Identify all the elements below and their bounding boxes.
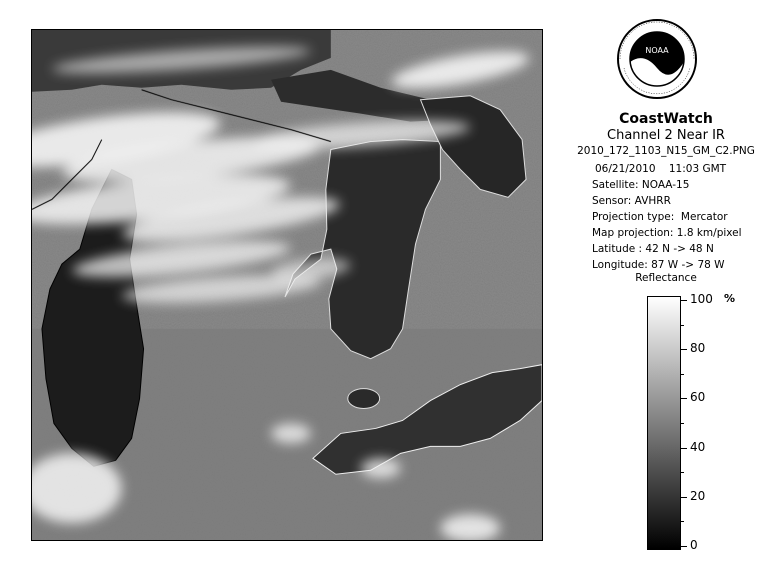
tick-label: 40 [690, 440, 706, 454]
latitude-range: Latitude : 42 N -> 48 N [592, 243, 714, 255]
channel-label: Channel 2 Near IR [607, 128, 725, 143]
tick-label: 80 [690, 341, 706, 355]
lake-st-clair [348, 389, 380, 409]
tick-mark [681, 448, 687, 449]
reflectance-colorbar [647, 296, 681, 550]
map-projection: Map projection: 1.8 km/pixel [592, 227, 742, 239]
tick-mark [681, 423, 684, 424]
datetime: 06/21/2010 11:03 GMT [595, 163, 727, 175]
tick-mark [681, 546, 687, 547]
tick-mark [681, 374, 684, 375]
tick-mark [681, 521, 684, 522]
svg-text:NOAA: NOAA [645, 46, 669, 55]
satellite-image-map [31, 29, 543, 541]
tick-label: 100 [690, 292, 713, 306]
filename: 2010_172_1103_N15_GM_C2.PNG [577, 145, 755, 157]
product-title: CoastWatch [619, 111, 713, 127]
tick-mark [681, 497, 687, 498]
tick-label: 60 [690, 390, 706, 404]
sensor: Sensor: AVHRR [592, 195, 671, 207]
tick-mark [681, 300, 687, 301]
tick-label: 0 [690, 538, 698, 552]
satellite: Satellite: NOAA-15 [592, 179, 690, 191]
tick-label: 20 [690, 489, 706, 503]
tick-mark [681, 398, 687, 399]
legend-title: Reflectance [635, 272, 697, 284]
longitude-range: Longitude: 87 W -> 78 W [592, 259, 725, 271]
tick-mark [681, 325, 684, 326]
legend-unit: % [724, 292, 736, 305]
tick-mark [681, 472, 684, 473]
noaa-logo [616, 18, 698, 100]
tick-mark [681, 349, 687, 350]
projection-type: Projection type: Mercator [592, 211, 728, 223]
